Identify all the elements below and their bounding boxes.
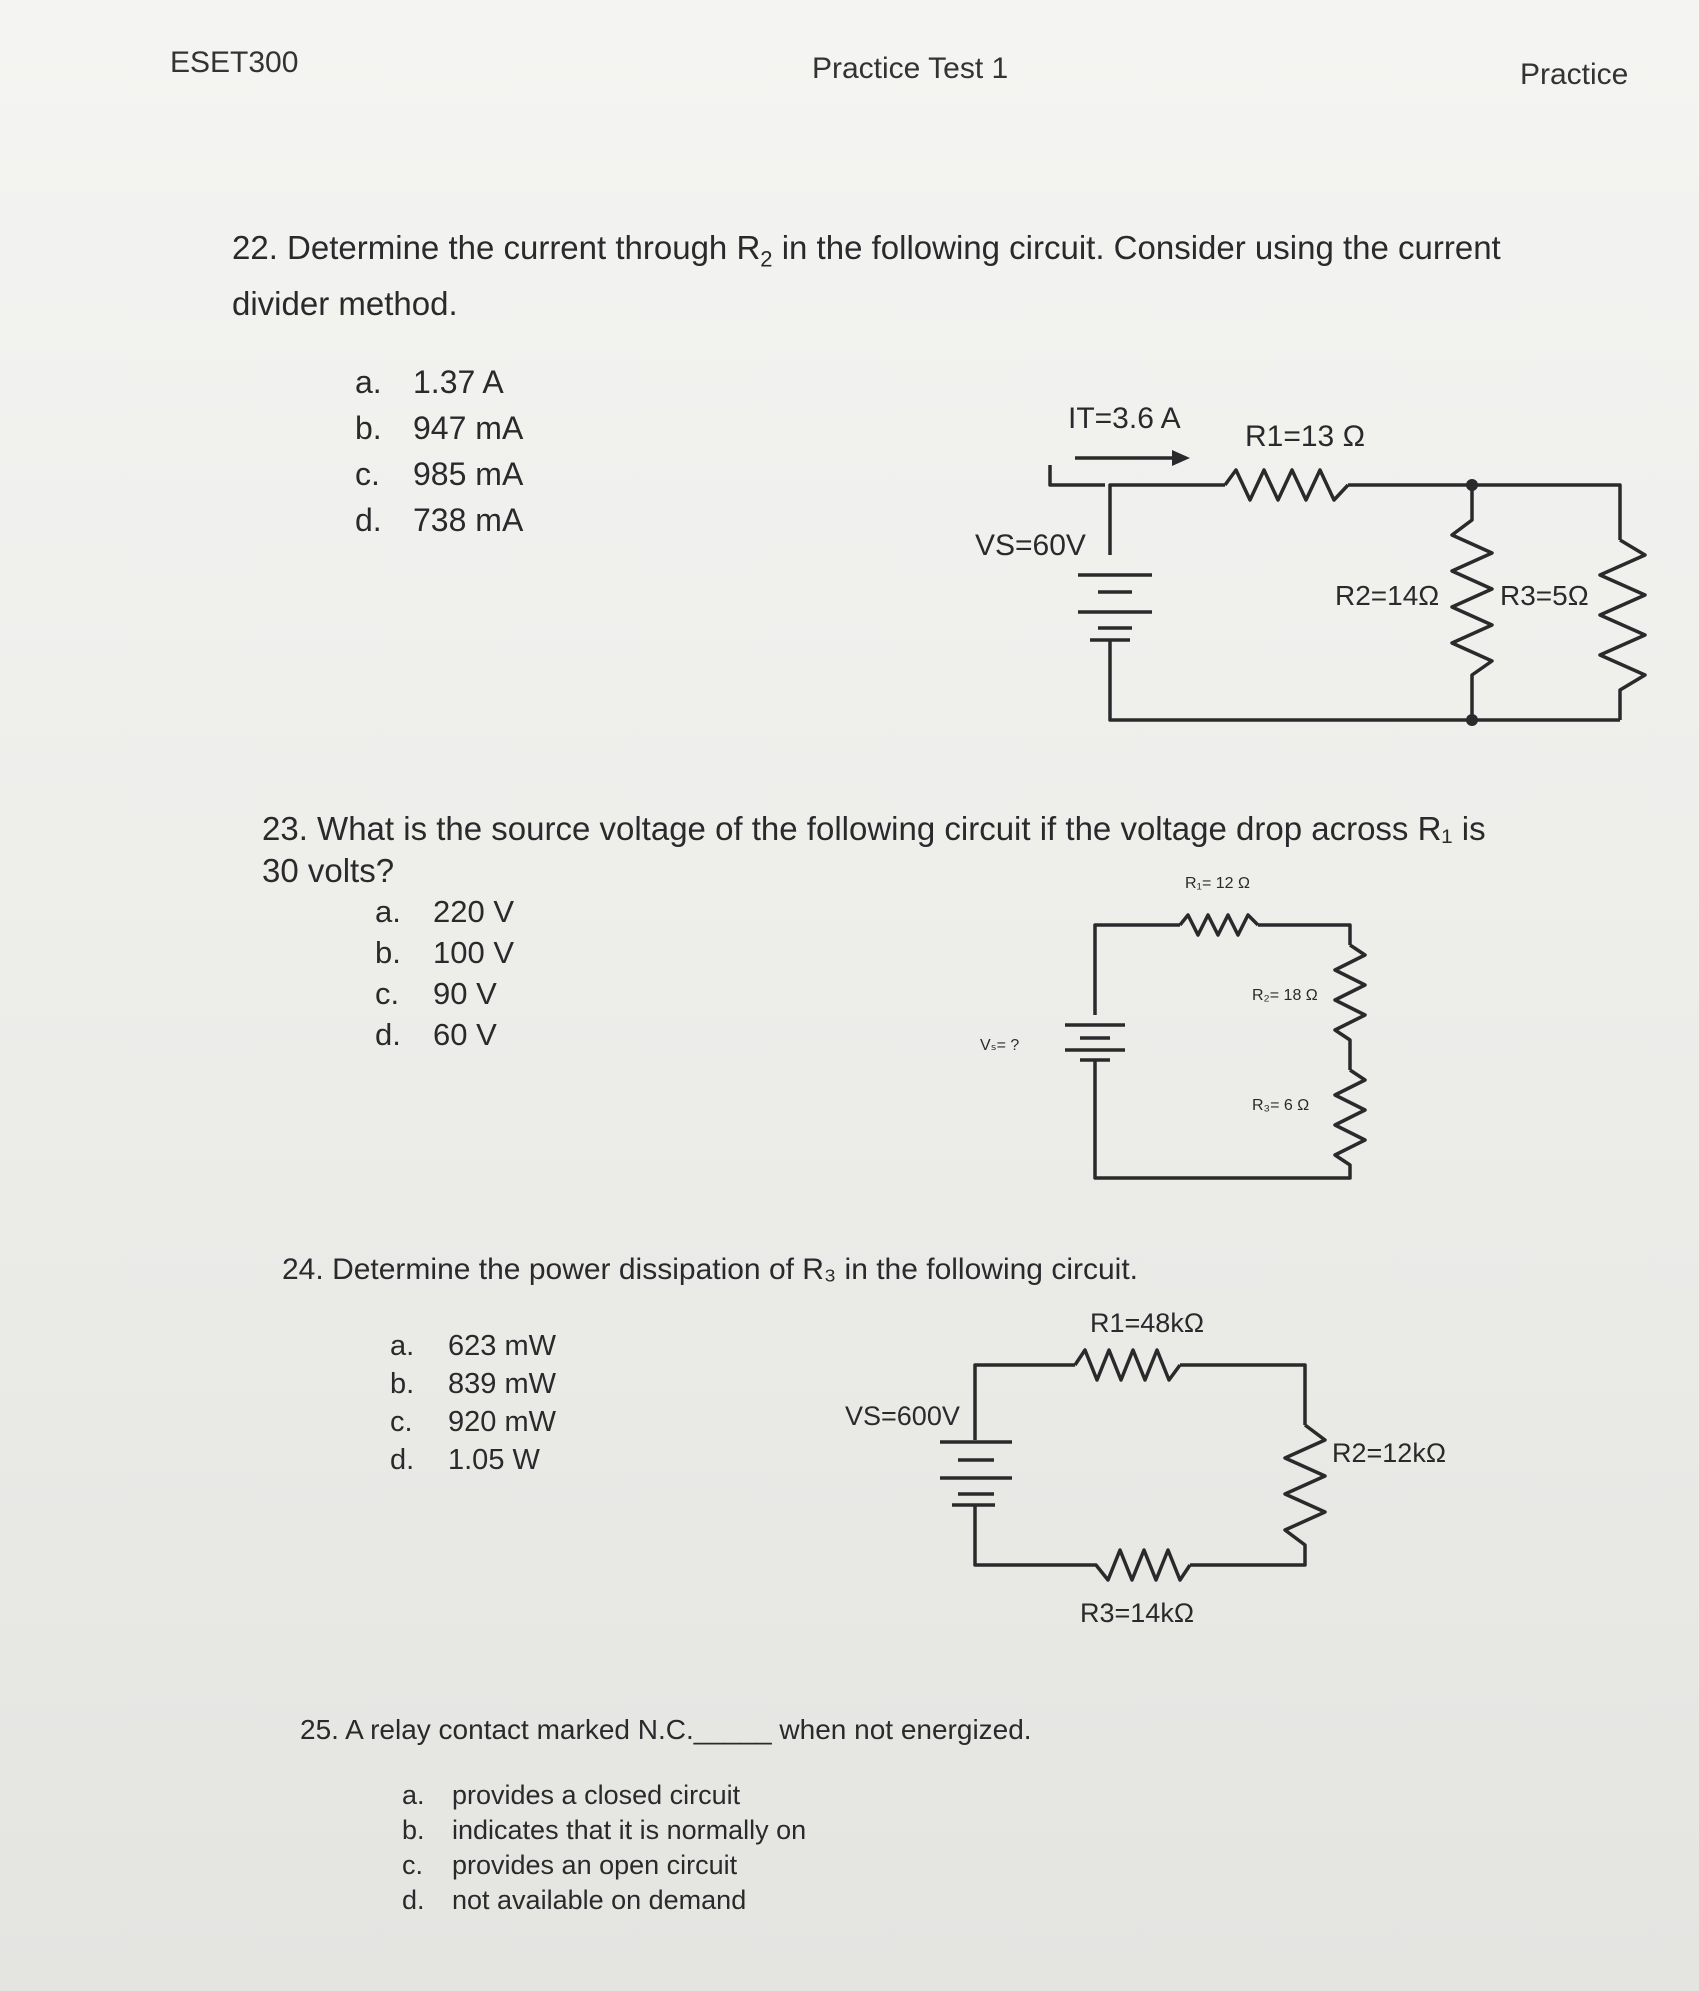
wire: [1180, 1365, 1305, 1425]
arrow-head-icon: [1172, 450, 1190, 466]
node-top: [1466, 479, 1478, 491]
option-letter: b.: [390, 1368, 415, 1400]
option-letter: a.: [355, 364, 382, 400]
question-text: A relay contact marked N.C.: [345, 1714, 694, 1745]
label-r2: R₂= 18 Ω: [1252, 987, 1318, 1004]
label-r2: R2=14Ω: [1335, 580, 1440, 611]
question-number: 24.: [282, 1253, 324, 1286]
label-r1: R₁= 12 Ω: [1185, 875, 1250, 892]
label-r1: R1=48kΩ: [1090, 1308, 1204, 1338]
option-letter: d.: [390, 1444, 415, 1476]
options-24: [390, 1330, 556, 1482]
label-r3: R3=14kΩ: [1080, 1598, 1194, 1628]
question-text: Determine the current through R: [287, 229, 761, 266]
option-d[interactable]: [402, 1885, 806, 1920]
wire-bottom: [1110, 640, 1620, 720]
option-text: 738 mA: [413, 502, 524, 538]
circuit-23: [980, 875, 1365, 1178]
wire-top-left: [1110, 485, 1225, 555]
option-b[interactable]: [375, 935, 514, 976]
option-letter: c.: [355, 456, 380, 492]
option-d[interactable]: [390, 1444, 556, 1482]
resistor-r2: [1452, 485, 1492, 720]
answer-blank[interactable]: _____: [693, 1714, 772, 1745]
label-r3: R3=5Ω: [1500, 580, 1589, 611]
label-it: IT=3.6 A: [1068, 402, 1181, 435]
resistor-r3: [1335, 1070, 1365, 1175]
wire-top-right: [1348, 485, 1620, 540]
wire: [975, 1505, 1085, 1565]
option-text: 985 mA: [413, 456, 524, 492]
option-letter: a.: [402, 1780, 425, 1810]
option-text: provides a closed circuit: [452, 1780, 741, 1810]
wire: [1190, 1560, 1305, 1565]
option-text: not available on demand: [452, 1885, 747, 1915]
option-text: 220 V: [433, 894, 515, 929]
option-letter: b.: [402, 1815, 425, 1845]
label-vs: VS=600V: [845, 1401, 960, 1431]
option-a[interactable]: [402, 1780, 806, 1815]
option-a[interactable]: [375, 894, 514, 935]
option-letter: d.: [402, 1885, 425, 1915]
wire: [1050, 465, 1105, 485]
question-number: 23.: [262, 810, 308, 847]
resistor-r2: [1285, 1425, 1325, 1560]
option-b[interactable]: [390, 1368, 556, 1406]
options-25: [402, 1780, 806, 1920]
wire: [1095, 925, 1180, 1015]
option-letter: d.: [355, 502, 382, 538]
wire: [975, 1365, 1075, 1440]
option-text: provides an open circuit: [452, 1850, 738, 1880]
practice-label: Practice: [1520, 58, 1629, 91]
option-c[interactable]: [390, 1406, 556, 1444]
subscript: 2: [760, 246, 773, 272]
option-b[interactable]: [402, 1815, 806, 1850]
node-bottom: [1466, 714, 1478, 726]
resistor-r1: [1180, 915, 1258, 935]
resistor-r1: [1075, 1350, 1180, 1380]
option-text: 623 mW: [448, 1330, 556, 1362]
option-letter: c.: [402, 1850, 424, 1880]
question-number: 25.: [300, 1714, 339, 1745]
option-text: 60 V: [433, 1017, 497, 1052]
resistor-r3: [1600, 540, 1645, 720]
option-letter: d.: [375, 1017, 401, 1052]
wire: [1095, 1060, 1350, 1178]
option-letter: a.: [375, 894, 401, 929]
label-vs: Vₛ= ?: [980, 1037, 1020, 1054]
question-text-cont: in the following circuit. Consider using the current divider method.: [232, 229, 1501, 322]
option-letter: b.: [355, 410, 382, 446]
option-text: 947 mA: [413, 410, 524, 446]
option-letter: b.: [375, 935, 401, 970]
question-23: [262, 808, 1512, 892]
option-c[interactable]: [375, 976, 514, 1017]
question-24: [282, 1248, 1482, 1292]
circuit-24: [845, 1308, 1446, 1628]
battery-symbol: [1078, 575, 1152, 640]
label-r3: R₃= 6 Ω: [1252, 1097, 1310, 1114]
resistor-r1: [1225, 470, 1348, 500]
option-text: 1.05 W: [448, 1444, 540, 1476]
label-r2: R2=12kΩ: [1332, 1438, 1446, 1468]
test-title: Practice Test 1: [812, 52, 1009, 85]
question-text-cont: when not energized.: [779, 1714, 1032, 1745]
question-text: Determine the power dissipation of R₃ in the following circuit.: [332, 1253, 1138, 1286]
question-text: What is the source voltage of the following circuit if the voltage drop across R₁ is 30 volts?: [262, 810, 1486, 889]
option-letter: c.: [375, 976, 400, 1011]
option-text: indicates that it is normally on: [452, 1815, 807, 1845]
option-letter: a.: [390, 1330, 415, 1362]
resistor-r2: [1335, 945, 1365, 1070]
resistor-r3: [1085, 1550, 1190, 1580]
question-number: 22.: [232, 229, 278, 266]
option-d[interactable]: [375, 1017, 514, 1058]
option-text: 839 mW: [448, 1368, 556, 1400]
option-text: 1.37 A: [413, 364, 504, 400]
options-23: [375, 894, 514, 1058]
option-a[interactable]: [390, 1330, 556, 1368]
option-text: 100 V: [433, 935, 515, 970]
option-text: 90 V: [433, 976, 497, 1011]
question-25: [300, 1708, 1200, 1752]
option-letter: c.: [390, 1406, 413, 1438]
label-r1: R1=13 Ω: [1245, 420, 1365, 453]
wire: [1258, 925, 1350, 945]
label-vs: VS=60V: [975, 529, 1086, 562]
option-c[interactable]: [402, 1850, 806, 1885]
option-text: 920 mW: [448, 1406, 556, 1438]
course-code: ESET300: [170, 46, 299, 79]
